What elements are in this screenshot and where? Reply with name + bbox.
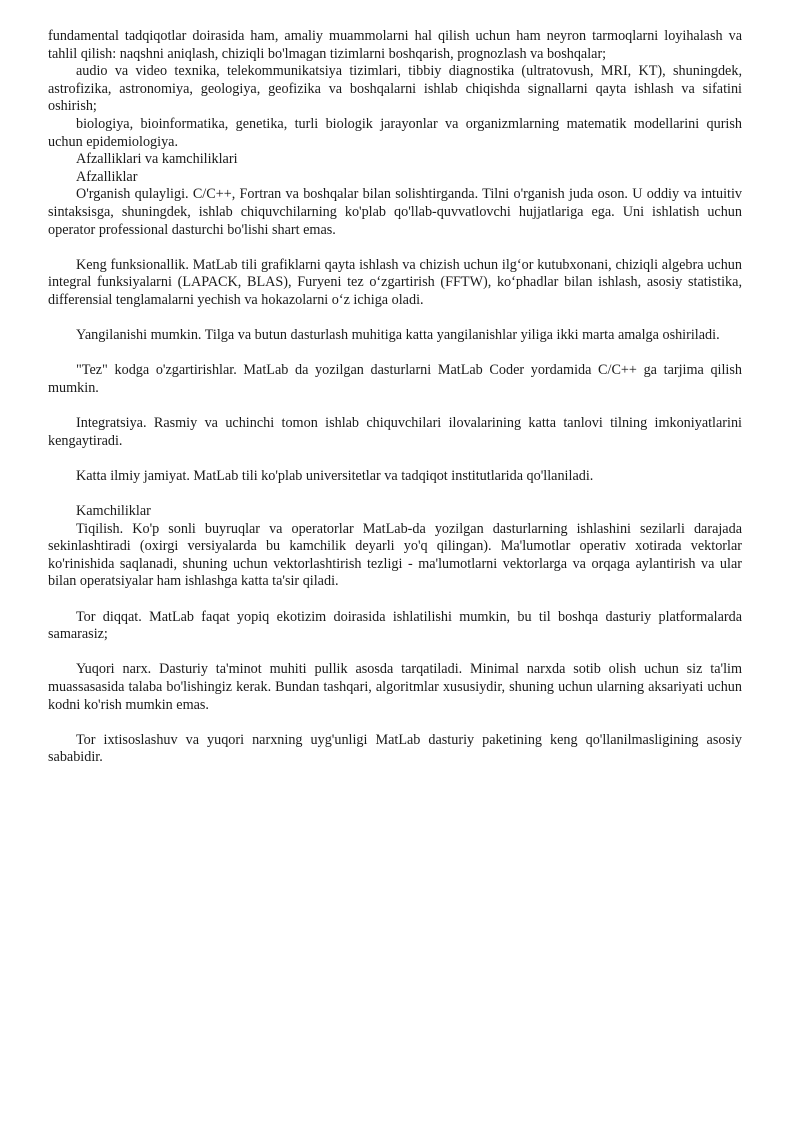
paragraph-gap bbox=[48, 310, 742, 328]
paragraph-signal-processing: audio va video texnika, telekommunikatsiya tizimlari, tibbiy diagnostika (ultratovush, MRI, KT), shuningdek, astrofizika, astronomiya, geologiya, geofizika va boshqalarni ishlab chiqishda signallarni qayta ishlash va sifatini oshirish; bbox=[48, 63, 742, 115]
paragraph-neural-networks: fundamental tadqiqotlar doirasida ham, amaliy muammolarni hal qilish uchun ham neyron tarmoqlarni loyihalash va tahlil qilish: naqshni aniqlash, chiziqli bo'lmagan tizimlarni boshqarish, prognozlash va boshqalar; bbox=[48, 28, 742, 62]
paragraph-gap bbox=[48, 644, 742, 662]
heading-advantages: Afzalliklar bbox=[76, 168, 138, 185]
paragraph-gap bbox=[48, 591, 742, 609]
paragraph-updates: Yangilanishi mumkin. Tilga va butun dasturlash muhitiga katta yangilanishlar yiliga ikki marta amalga oshiriladi. bbox=[76, 327, 720, 344]
paragraph-gap bbox=[48, 450, 742, 468]
document-page bbox=[48, 28, 742, 767]
paragraph-high-price: Yuqori narx. Dasturiy ta'minot muhiti pullik asosda tarqatiladi. Minimal narxda sotib olish uchun siz ta'lim muassasasida talaba bo'lishingiz kerak. Bundan tashqari, algoritmlar xususiydir, shuning uchun ularning aksariyati uchun kodni ko'rish mumkin emas. bbox=[48, 661, 742, 713]
paragraph-gap bbox=[48, 239, 742, 257]
paragraph-gap bbox=[48, 714, 742, 732]
paragraph-scientific-community: Katta ilmiy jamiyat. MatLab tili ko'plab universitetlar va tadqiqot institutlarida qo'llaniladi. bbox=[76, 467, 594, 484]
paragraph-ease-of-learning: O'rganish qulayligi. C/C++, Fortran va boshqalar bilan solishtirganda. Tilni o'rganish juda oson. U oddiy va intuitiv sintaksisga, shuningdek, ishlab chiquvchilarning ko'plab qo'llab-quvvatlovchi hujjatlariga ega. Uni ishlatish uchun operator professional dasturchi bo'lishi shart emas. bbox=[48, 186, 742, 238]
heading-pros-and-cons: Afzalliklari va kamchiliklari bbox=[76, 151, 238, 168]
paragraph-integration: Integratsiya. Rasmiy va uchinchi tomon ishlab chiquvchilari ilovalarining katta tanlovi tilning imkoniyatlarini kengaytiradi. bbox=[48, 415, 742, 449]
paragraph-gap bbox=[48, 485, 742, 503]
paragraph-fast-code: "Tez" kodga o'zgartirishlar. MatLab da yozilgan dasturlarni MatLab Coder yordamida C/C++ ga tarjima qilish mumkin. bbox=[48, 362, 742, 396]
paragraph-conclusion: Tor ixtisoslashuv va yuqori narxning uyg'unligi MatLab dasturiy paketining keng qo'llanilmasligining asosiy sababidir. bbox=[48, 731, 742, 766]
paragraph-narrow-focus: Tor diqqat. MatLab faqat yopiq ekotizim doirasida ishlatilishi mumkin, bu til boshqa dasturiy platformalarda samarasiz; bbox=[48, 608, 742, 643]
paragraph-gap bbox=[48, 397, 742, 415]
paragraph-slowness: Tiqilish. Ko'p sonli buyruqlar va operatorlar MatLab-da yozilgan dasturlarning ishlashini sezilarli darajada sekinlashtiradi (oxirgi versiyalarda bu kamchilik deyarli yo'q qilingan). Ma'lumotlar operativ xotirada vektorlar ko'rinishida saqlanadi, shuning uchun vektorlashtirish tezligi - ma'lumotlarni vektorlarga va orqaga aylantirish va ular bilan operatsiyalar ham ishlashga katta ta'sir qiladi. bbox=[48, 520, 742, 590]
heading-disadvantages: Kamchiliklar bbox=[76, 503, 151, 520]
paragraph-functionality: Keng funksionallik. MatLab tili grafiklarni qayta ishlash va chizish uchun ilg‘or kutubxonani, chiziqli algebra uchun integral funksiyalarni (LAPACK, BLAS), Furyeni tez o‘zgartirish (FFTW), ko‘phadlar bilan ishlash, asosiy statistika, differensial tenglamalarni yechish va hokazolarni o‘z ichiga oladi. bbox=[48, 256, 742, 308]
paragraph-gap bbox=[48, 345, 742, 363]
paragraph-biology: biologiya, bioinformatika, genetika, turli biologik jarayonlar va organizmlarning matematik modellarini qurish uchun epidemiologiya. bbox=[48, 115, 742, 150]
